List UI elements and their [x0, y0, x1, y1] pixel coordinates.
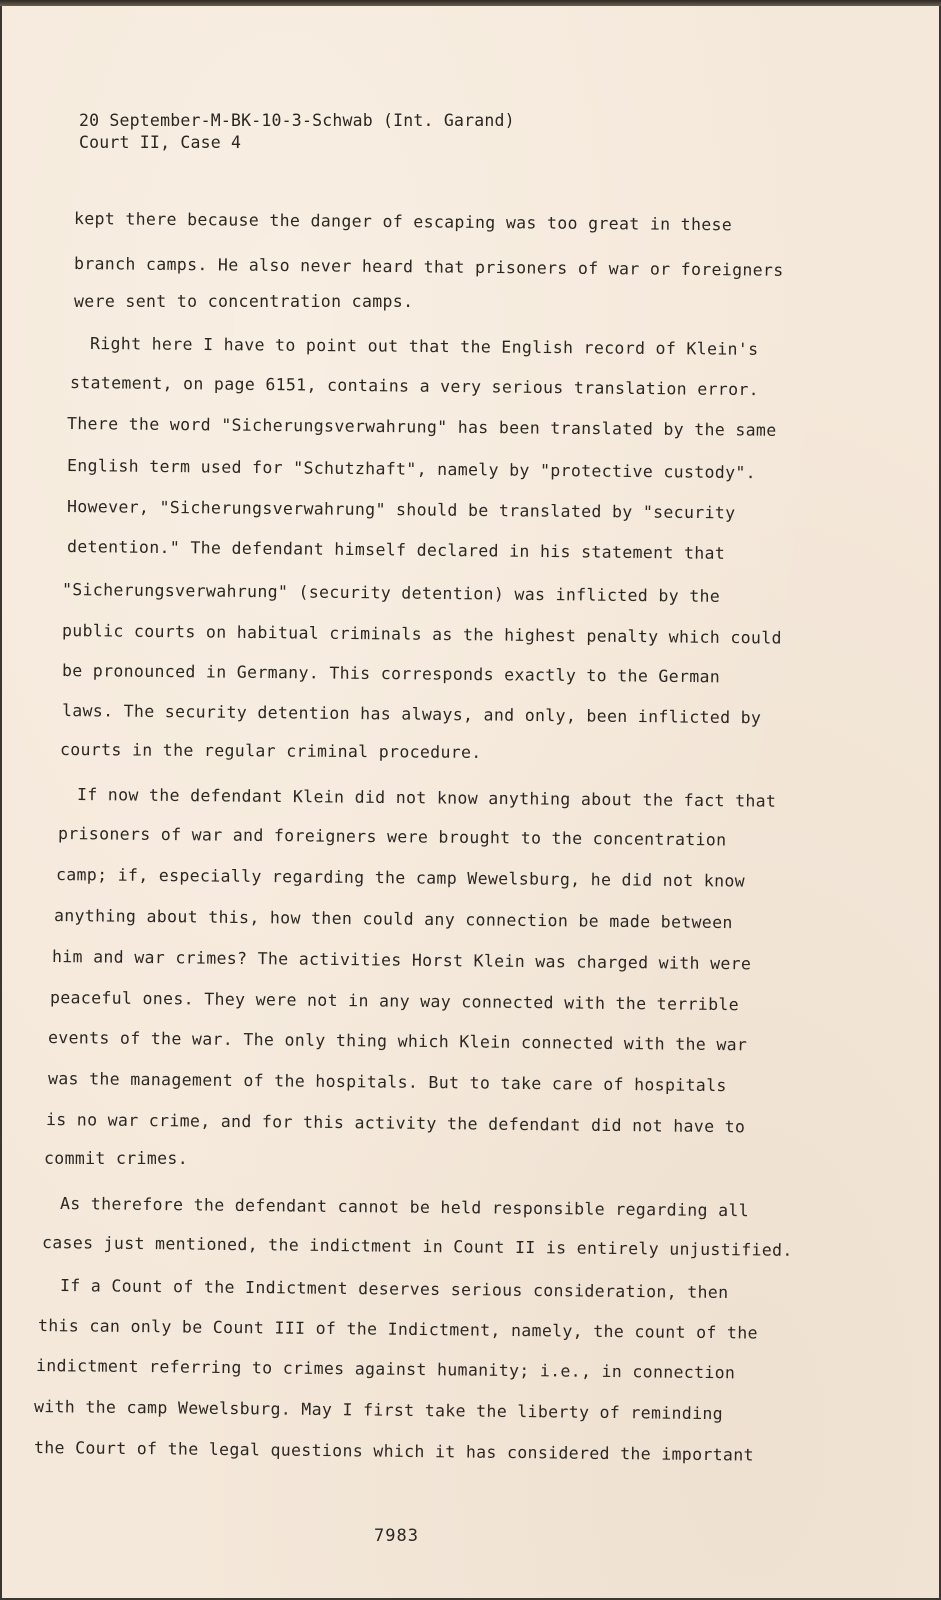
- header-court-line: Court II, Case 4: [79, 133, 242, 152]
- text-line: There the word "Sicherungsverwahrung" has been translated by the same: [66, 414, 777, 440]
- text-line: peaceful ones. They were not in any way connected with the terrible: [49, 988, 740, 1015]
- text-line: camp; if, especially regarding the camp Wewelsburg, he did not know: [55, 865, 746, 891]
- text-line: be pronounced in Germany. This corresponds exactly to the German: [61, 661, 721, 687]
- text-line: kept there because the danger of escaping was too great in these: [73, 209, 733, 235]
- document-header: [79, 110, 515, 154]
- text-line: However, "Sicherungsverwahrung" should be translated by "security: [66, 497, 736, 523]
- text-line: If now the defendant Klein did not know anything about the fact that: [76, 785, 777, 811]
- text-line: commit crimes.: [44, 1149, 188, 1168]
- text-line: the Court of the legal questions which it has considered the important: [33, 1438, 754, 1465]
- text-line: indictment referring to crimes against humanity; i.e., in connection: [35, 1356, 736, 1383]
- text-line: him and war crimes? The activities Horst Klein was charged with were: [51, 947, 752, 974]
- text-line: laws. The security detention has always, and only, been inflicted by: [61, 701, 762, 728]
- text-line: were sent to concentration camps.: [74, 292, 414, 311]
- text-line: "Sicherungsverwahrung" (security detention) was inflicted by the: [61, 580, 721, 606]
- text-line: courts in the regular criminal procedure.: [59, 740, 482, 762]
- text-line: events of the war. The only thing which Klein connected with the war: [47, 1028, 748, 1055]
- text-line: prisoners of war and foreigners were brought to the concentration: [57, 824, 727, 850]
- text-line: English term used for "Schutzhaft", namely by "protective custody".: [66, 456, 757, 483]
- text-line: Right here I have to point out that the English record of Klein's: [89, 334, 759, 359]
- text-line: branch camps. He also never heard that prisoners of war or foreigners: [73, 254, 784, 280]
- text-line: If a Count of the Indictment deserves serious consideration, then: [59, 1276, 729, 1302]
- text-line: detention." The defendant himself declared in his statement that: [66, 537, 726, 563]
- page-number: 7983: [374, 1526, 419, 1546]
- text-line: As therefore the defendant cannot be held responsible regarding all: [59, 1194, 750, 1221]
- text-line: public courts on habitual criminals as the highest penalty which could: [61, 621, 782, 648]
- text-line: anything about this, how then could any connection be made between: [53, 906, 733, 933]
- document-page: [2, 6, 939, 1598]
- text-line: was the management of the hospitals. But to take care of hospitals: [47, 1069, 727, 1096]
- header-reference-line: 20 September-M-BK-10-3-Schwab (Int. Garand): [79, 111, 515, 130]
- text-line: this can only be Count III of the Indictment, namely, the count of the: [37, 1316, 758, 1343]
- text-line: is no war crime, and for this activity the defendant did not have to: [45, 1110, 746, 1137]
- text-line: statement, on page 6151, contains a very serious translation error.: [69, 373, 760, 400]
- text-line: cases just mentioned, the indictment in Count II is entirely unjustified.: [41, 1233, 793, 1260]
- text-line: with the camp Wewelsburg. May I first take the liberty of reminding: [33, 1397, 724, 1424]
